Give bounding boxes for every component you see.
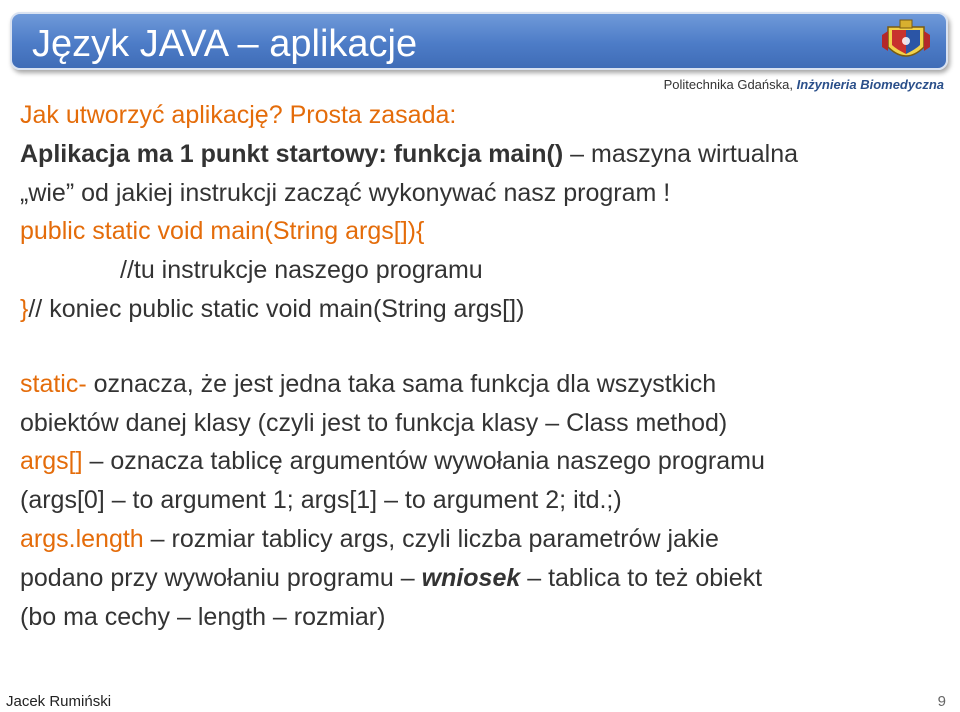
- title-bar: [10, 12, 948, 70]
- code-line-2: [20, 251, 798, 290]
- institution-label: [664, 77, 944, 92]
- institution-name: Politechnika Gdańska,: [663, 77, 793, 92]
- conclusion-text: – tablica to też obiekt: [520, 563, 763, 592]
- args-explanation: – oznacza tablicę argumentów wywołania naszego programu: [82, 447, 765, 476]
- entry-point-text: Aplikacja ma 1 punkt startowy: funkcja main(): [20, 139, 564, 168]
- args-length-keyword: args.length: [20, 524, 144, 553]
- main-signature: public static void main(String args[]){: [20, 217, 425, 246]
- vm-explanation: „wie” od jakiej instrukcji zacząć wykonywać nasz program !: [20, 178, 671, 207]
- code-line-1: [20, 212, 798, 251]
- page-number: 9: [937, 693, 946, 710]
- body-line-9: [20, 442, 798, 481]
- rule-text: Prosta zasada:: [289, 101, 457, 129]
- conclusion-prefix: podano przy wywołaniu programu –: [20, 563, 422, 592]
- body-line-3: [20, 174, 798, 213]
- body-line-8: [20, 404, 798, 443]
- body-line-1: [20, 96, 798, 135]
- university-coat-of-arms-icon: [878, 17, 934, 67]
- static-explanation: oznacza, że jest jedna taka sama funkcja dla wszystkich: [86, 369, 717, 398]
- conclusion-cont: (bo ma cechy – length – rozmiar): [20, 602, 386, 631]
- author-label: Jacek Rumiński: [6, 693, 112, 710]
- conclusion-keyword: wniosek: [421, 563, 521, 592]
- args-length-explanation: – rozmiar tablicy args, czyli liczba parametrów jakie: [143, 524, 719, 553]
- code-line-3: [20, 290, 798, 329]
- question-text: Jak utworzyć aplikację?: [20, 101, 290, 129]
- slide-body: [20, 96, 798, 636]
- body-line-13: [20, 598, 798, 637]
- closing-brace: }: [20, 294, 29, 323]
- args-examples: (args[0] – to argument 1; args[1] – to argument 2; itd.;): [20, 486, 622, 515]
- vm-text: – maszyna wirtualna: [563, 139, 799, 168]
- args-keyword: args[]: [20, 447, 83, 476]
- body-line-7: [20, 365, 798, 404]
- body-line-12: [20, 559, 798, 598]
- slide-title: Język JAVA – aplikacje: [32, 23, 418, 65]
- body-line-11: [20, 520, 798, 559]
- faculty-name: Inżynieria Biomedyczna: [796, 77, 944, 92]
- static-keyword: static-: [20, 369, 87, 398]
- body-line-2: [20, 135, 798, 174]
- spacer: [20, 329, 798, 365]
- code-comment: //tu instrukcje naszego programu: [120, 256, 483, 285]
- static-explanation-cont: obiektów danej klasy (czyli jest to funkcja klasy – Class method): [20, 408, 728, 437]
- body-line-10: [20, 481, 798, 520]
- closing-comment: // koniec public static void main(String args[]): [28, 294, 525, 323]
